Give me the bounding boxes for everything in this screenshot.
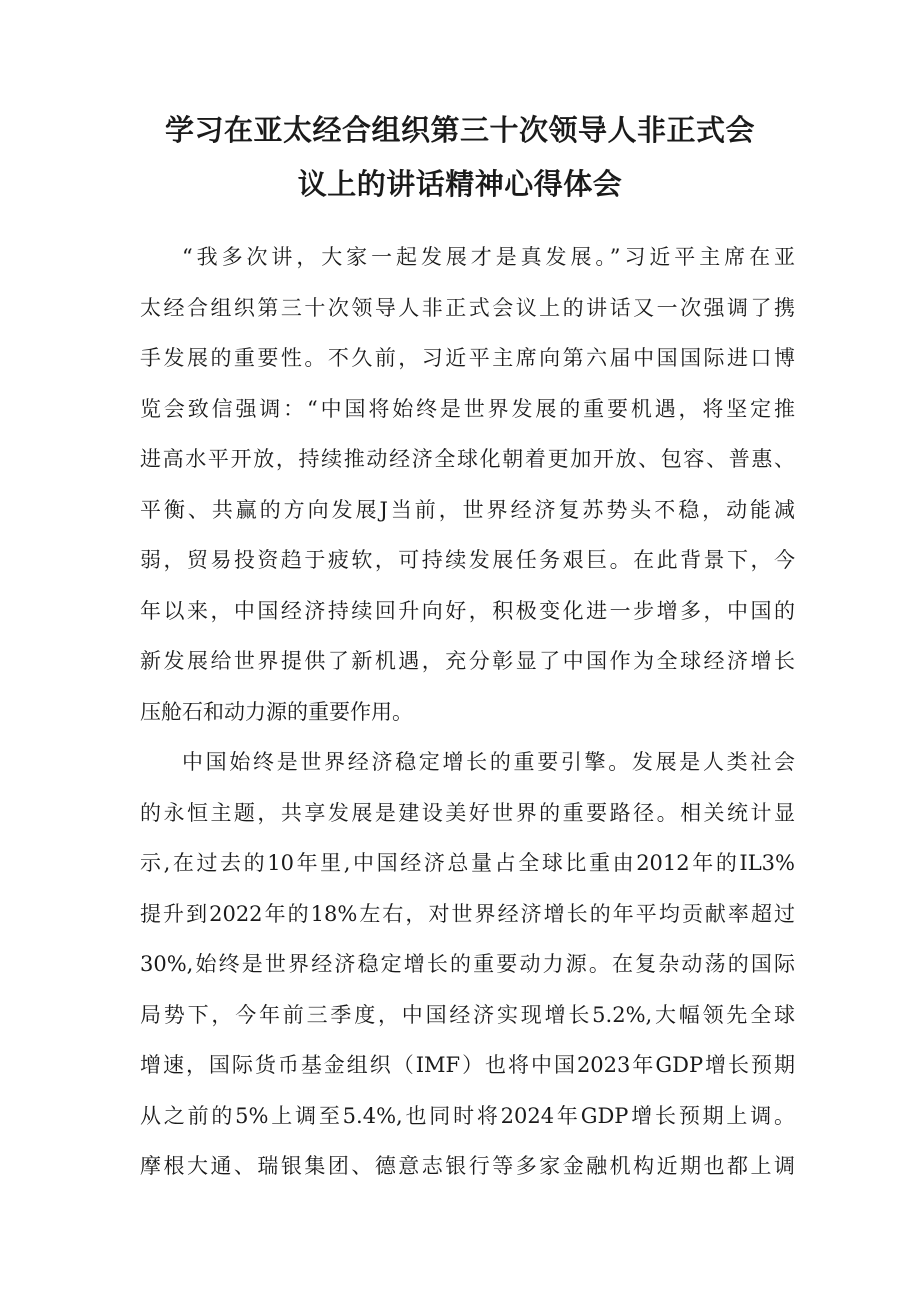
text-line: 太经合组织第三十次领导人非正式会议上的讲话又一次强调了携 — [140, 295, 795, 320]
document-title — [0, 103, 920, 211]
text-line: 进高水平开放，持续推动经济全球化朝着更加开放、包容、普惠、 — [140, 447, 795, 471]
text-line: 从之前的5%上调至5.4%,也同时将2024年GDP增长预期上调。 — [140, 1103, 795, 1128]
text-line: 新发展给世界提供了新机遇，充分彰显了中国作为全球经济增长 — [140, 649, 795, 673]
text-line: 平衡、共赢的方向发展J当前，世界经济复苏势头不稳，动能减 — [140, 497, 795, 522]
text-line: 增速，国际货币基金组织（IMF）也将中国2023年GDP增长预期 — [140, 1053, 795, 1077]
text-line: 提升到2022年的18%左右，对世界经济增长的年平均贡献率超过 — [140, 901, 795, 926]
text-line: 手发展的重要性。不久前，习近平主席向第六届中国国际进口博 — [140, 346, 795, 370]
title-line-2: 议上的讲话精神心得体会 — [297, 167, 623, 201]
text-line: 压舱石和动力源的重要作用。 — [140, 699, 413, 724]
text-line: 的永恒主题，共享发展是建设美好世界的重要路径。相关统计显 — [140, 800, 795, 825]
text-line: 览会致信强调：“中国将始终是世界发展的重要机遇，将坚定推 — [140, 396, 795, 421]
title-line-1: 学习在亚太经合组织第三十次领导人非正式会 — [164, 113, 755, 147]
text-line: 30%,始终是世界经济稳定增长的重要动力源。在复杂动荡的国际 — [140, 952, 795, 976]
text-line: 年以来，中国经济持续回升向好，积极变化进一步增多，中国的 — [140, 598, 795, 623]
paragraph-1 — [140, 232, 795, 737]
text-line: 弱，贸易投资趋于疲软，可持续发展任务艰巨。在此背景下，今 — [140, 548, 795, 572]
text-line: 局势下，今年前三季度，中国经济实现增长5.2%,大幅领先全球 — [140, 1002, 795, 1027]
text-line: 中国始终是世界经济稳定增长的重要引擎。发展是人类社会 — [182, 750, 795, 774]
text-line: 示,在过去的10年里,中国经济总量占全球比重由2012年的IL3% — [140, 851, 795, 875]
paragraph-2 — [140, 737, 795, 1192]
text-line: 摩根大通、瑞银集团、德意志银行等多家金融机构近期也都上调 — [140, 1154, 795, 1178]
text-line: “我多次讲，大家一起发展才是真发展。”习近平主席在亚 — [182, 245, 795, 269]
document-body — [140, 232, 795, 1192]
